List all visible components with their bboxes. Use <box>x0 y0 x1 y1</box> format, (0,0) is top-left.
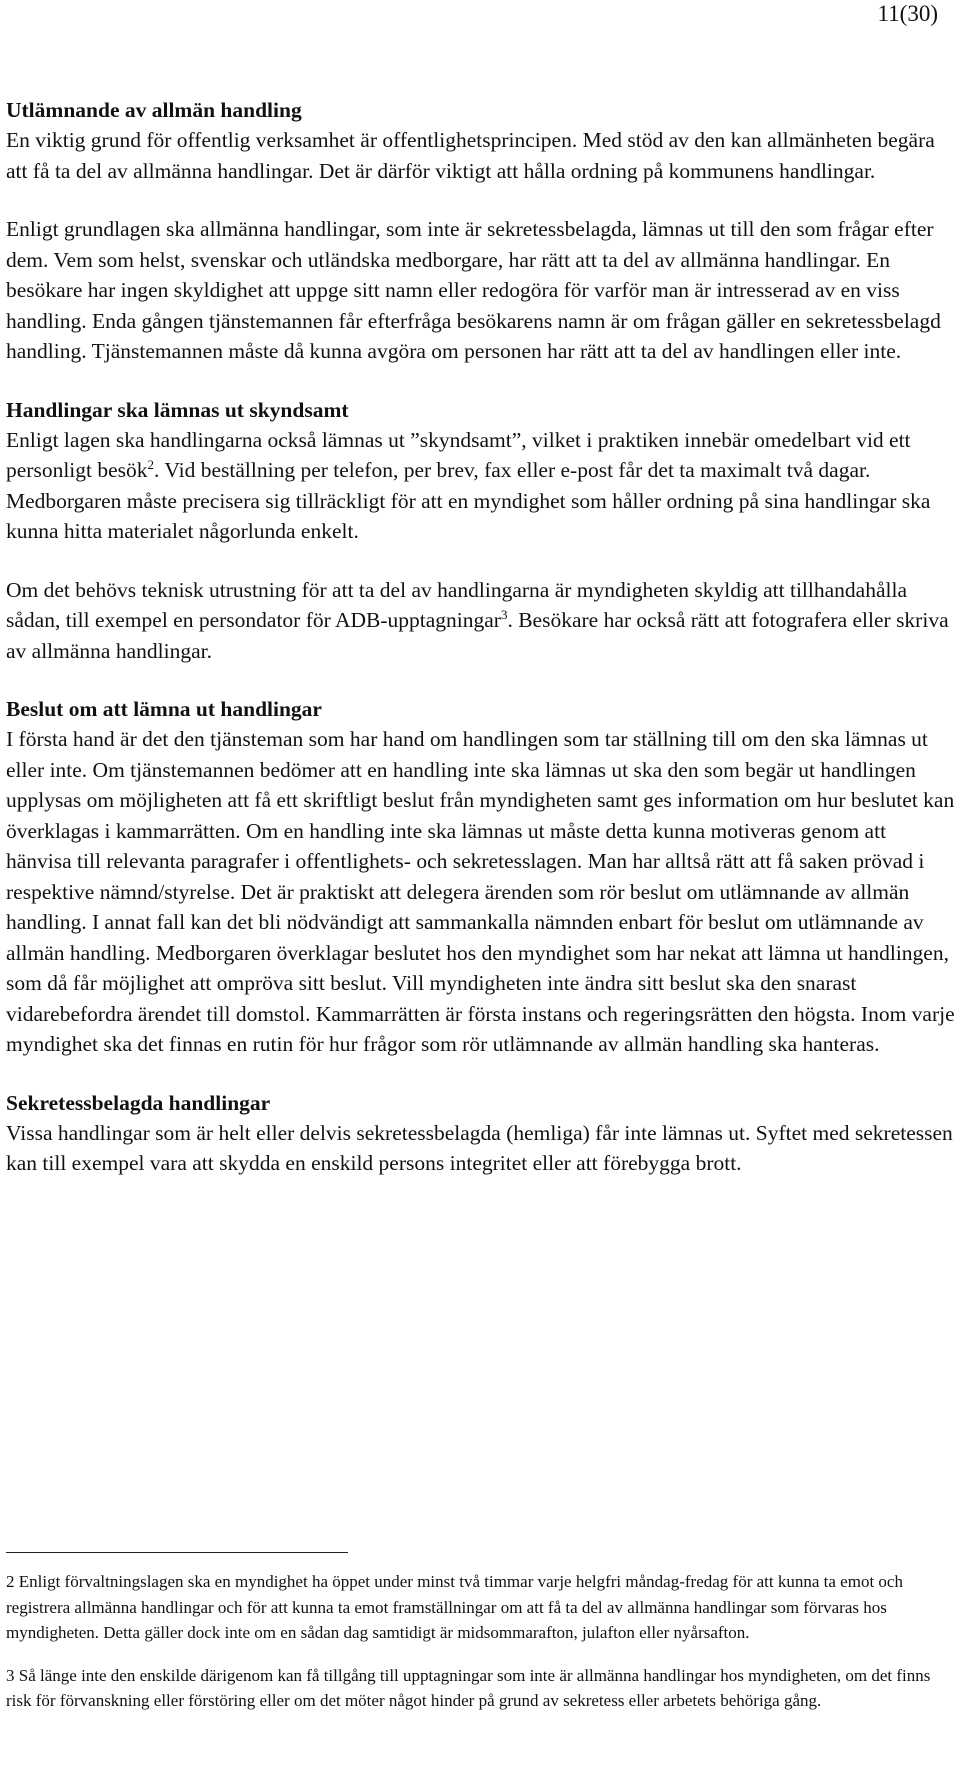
footnote: 2 Enligt förvaltningslagen ska en myndighet ha öppet under minst två timmar varje helgfri måndag-fredag för att kunna ta emot och registrera allmänna handlingar och för att kunna ta emot framställningar om att få ta del av allmänna handlingar som förvaras hos myndigheten. Detta gäller dock inte om en sådan dag samtidigt är midsommarafton, julafton eller nyårsafton. <box>6 1572 903 1642</box>
paragraph-text: Enligt lagen ska handlingarna också lämnas ut ”skyndsamt”, vilket i praktiken innebär omedelbart vid ett personligt besök <box>6 427 911 482</box>
paragraph: En viktig grund för offentlig verksamhet är offentlighetsprincipen. Med stöd av den kan allmänheten begära att få ta del av allmänna handlingar. Det är därför viktigt att hålla ordning på kommunens handlingar. <box>6 128 935 183</box>
paragraph-text: Om det behövs teknisk utrustning för att ta del av handlingarna är myndigheten skyldig att tillhandahålla sådan, till exempel en persondator för ADB-upptagningar <box>6 577 907 632</box>
section-heading: Handlingar ska lämnas ut skyndsamt <box>6 397 349 422</box>
section-heading: Sekretessbelagda handlingar <box>6 1090 271 1115</box>
document-body <box>6 95 956 1207</box>
footnote-ref[interactable]: 3 <box>500 606 508 622</box>
footnote-separator <box>6 1552 348 1553</box>
section-heading: Beslut om att lämna ut handlingar <box>6 697 322 721</box>
paragraph <box>6 575 956 667</box>
footnotes <box>6 1569 956 1731</box>
footnote-ref[interactable]: 2 <box>147 456 155 472</box>
page-number: 11(30) <box>877 1 938 26</box>
paragraph: Vissa handlingar som är helt eller delvis sekretessbelagda (hemliga) får inte lämnas ut. Syftet med sekretessen kan till exempel vara att skydda en enskild persons integritet eller att förebygga brott. <box>6 1120 953 1175</box>
paragraph: I första hand är det den tjänsteman som har hand om handlingen som tar ställning till om den ska lämnas ut eller inte. Om tjänstemannen bedömer att en handling inte ska lämnas ut ska den som begär ut handlingen upplysas om möjligheten att få ett skriftligt beslut från myndigheten samt ges information om hur beslutet kan överklagas i kammarrätten. Om en handling inte ska lämnas ut måste detta kunna motiveras genom att hänvisa till relevanta paragrafer i offentlighets- och sekretesslagen. Man har alltså rätt att få saken prövad i respektive nämnd/styrelse. Det är praktiskt att delegera ärenden som rör beslut om utlämnande av allmän handling. I annat fall kan det bli nödvändigt att sammankalla nämnden enbart för beslut om utlämnande av allmän handling. Medborgaren överklagar beslutet hos den myndighet som har nekat att lämna ut handlingen, som då får möjlighet att ompröva sitt beslut. Vill myndigheten inte ändra sitt beslut ska den snarast vidarebefordra ärendet till domstol. Kammarrätten är första instans och regeringsrätten den högsta. Inom varje myndighet ska det finnas en rutin för hur frågor som rör utlämnande av allmän handling ska hanteras. <box>6 727 955 1056</box>
paragraph-text: . Vid beställning per telefon, per brev, fax eller e-post får det ta maximalt två dagar. Medborgaren måste precisera sig tillräckligt för att en myndighet som håller ordning på sina handlingar ska kunna hitta materialet någorlunda enkelt. <box>6 458 931 543</box>
section-heading: Utlämnande av allmän handling <box>6 98 302 122</box>
paragraph <box>6 425 956 547</box>
paragraph-text: . Besökare har också rätt att fotografera eller skriva av allmänna handlingar. <box>6 608 949 663</box>
paragraph: Enligt grundlagen ska allmänna handlingar, som inte är sekretessbelagda, lämnas ut till den som frågar efter dem. Vem som helst, svenskar och utländska medborgare, har rätt att ta del av allmänna handlingar. En besökare har ingen skyldighet att uppge sitt namn eller redogöra för varför man är intresserad av en viss handling. Enda gången tjänstemannen får efterfråga besökarens namn är om frågan gäller en sekretessbelagd handling. Tjänstemannen måste då kunna avgöra om personen har rätt att ta del av handlingen eller inte. <box>6 217 941 363</box>
footnote: 3 Så länge inte den enskilde därigenom kan få tillgång till upptagningar som inte är allmänna handlingar hos myndigheten, om det finns risk för förvanskning eller förstöring eller om det möter något hinder på grund av sekretess eller arbetets behöriga gång. <box>6 1665 931 1710</box>
